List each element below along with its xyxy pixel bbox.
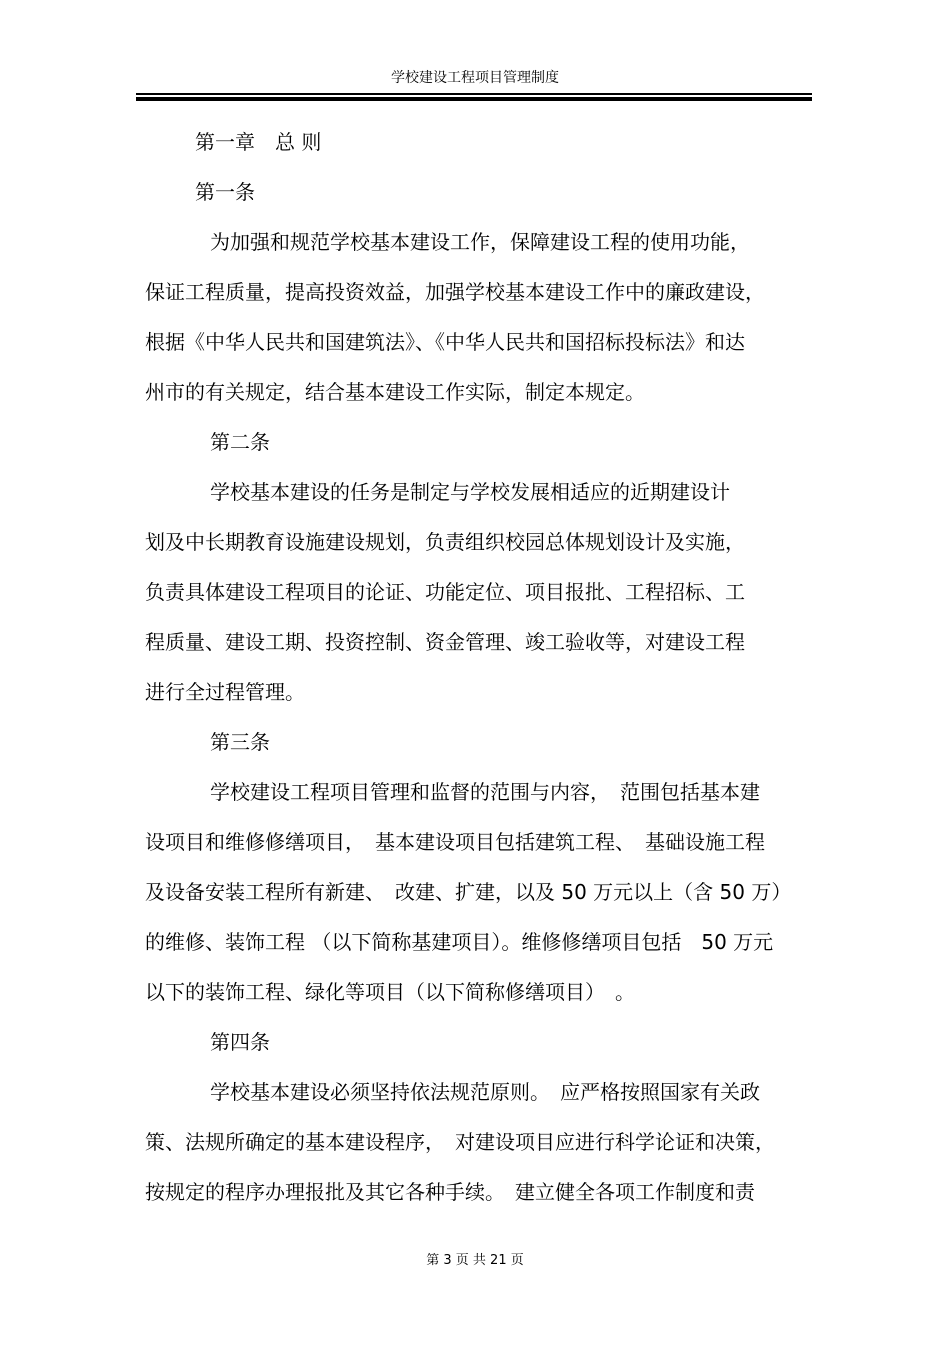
paragraph-line: 负责具体建设工程项目的论证、功能定位、项目报批、工程招标、工 [145, 580, 745, 604]
paragraph-line: 程质量、建设工期、投资控制、资金管理、竣工验收等，对建设工程 [145, 630, 745, 654]
header-title: 学校建设工程项目管理制度 [391, 70, 559, 86]
paragraph-line: 学校建设工程项目管理和监督的范围与内容， 范围包括基本建 [210, 780, 760, 804]
paragraph-line: 策、法规所确定的基本建设程序， 对建设项目应进行科学论证和决策， [145, 1130, 775, 1154]
paragraph-line: 学校基本建设必须坚持依法规范原则。 应严格按照国家有关政 [210, 1080, 760, 1104]
header-rule-thin [136, 93, 812, 95]
paragraph-line: 按规定的程序办理报批及其它各种手续。 建立健全各项工作制度和责 [145, 1180, 755, 1204]
paragraph-line: 以下的装饰工程、绿化等项目（以下简称修缮项目） 。 [145, 980, 635, 1004]
paragraph-line: 根据《中华人民共和国建筑法》、《中华人民共和国招标投标法》和达 [145, 330, 745, 354]
paragraph-line: 保证工程质量，提高投资效益，加强学校基本建设工作中的廉政建设， [145, 280, 765, 304]
header-rule-thick [136, 97, 812, 101]
paragraph-line: 的维修、装饰工程 （以下简称基建项目）。维修修缮项目包括 50 万元 [145, 930, 774, 954]
article-heading: 第二条 [210, 430, 270, 454]
paragraph-line: 为加强和规范学校基本建设工作，保障建设工程的使用功能， [210, 230, 750, 254]
paragraph-line: 设项目和维修修缮项目， 基本建设项目包括建筑工程、 基础设施工程 [145, 830, 765, 854]
paragraph-line: 州市的有关规定，结合基本建设工作实际，制定本规定。 [145, 380, 645, 404]
article-heading: 第四条 [210, 1030, 270, 1054]
article-heading: 第一条 [195, 180, 255, 204]
paragraph-line: 学校基本建设的任务是制定与学校发展相适应的近期建设计 [210, 480, 730, 504]
chapter-heading: 第一章 总 则 [195, 130, 322, 154]
paragraph-line: 及设备安装工程所有新建、 改建、扩建，以及 50 万元以上（含 50 万） [145, 880, 792, 904]
article-heading: 第三条 [210, 730, 270, 754]
paragraph-line: 进行全过程管理。 [145, 680, 305, 704]
page-number-footer: 第 3 页 共 21 页 [426, 1253, 524, 1268]
paragraph-line: 划及中长期教育设施建设规划，负责组织校园总体规划设计及实施， [145, 530, 745, 554]
